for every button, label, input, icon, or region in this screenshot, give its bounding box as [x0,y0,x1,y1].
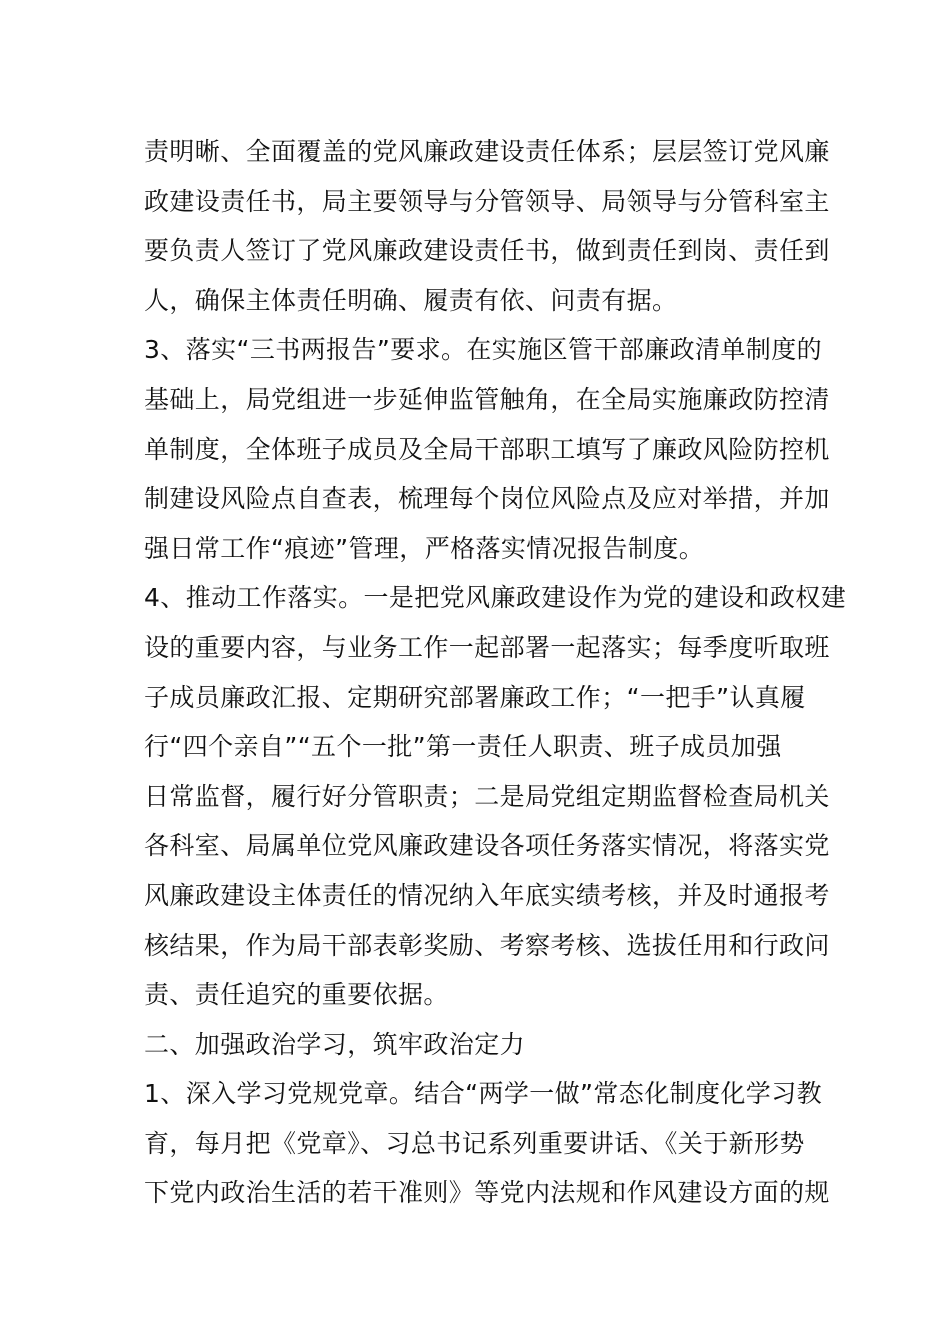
text-line: 核结果，作为局干部表彰奖励、考察考核、选拔任用和行政问 [144,930,830,960]
text-line: 要负责人签订了党风廉政建设责任书，做到责任到岗、责任到 [144,236,830,266]
text-line: 设的重要内容，与业务工作一起部署一起落实；每季度听取班 [144,632,830,662]
text-line: 单制度，全体班子成员及全局干部职工填写了廉政风险防控机 [144,434,830,464]
text-line: 3、落实“三书两报告”要求。在实施区管干部廉政清单制度的 [144,335,823,365]
text-line: 责、责任追究的重要依据。 [144,980,449,1010]
text-line: 强日常工作“痕迹”管理，严格落实情况报告制度。 [144,533,705,563]
body-text [144,127,847,1218]
text-line: 风廉政建设主体责任的情况纳入年底实绩考核，并及时通报考 [144,880,830,910]
text-line: 政建设责任书，局主要领导与分管领导、局领导与分管科室主 [144,186,830,216]
text-line: 子成员廉政汇报、定期研究部署廉政工作；“一把手”认真履 [144,682,806,712]
text-line: 各科室、局属单位党风廉政建设各项任务落实情况，将落实党 [144,831,830,861]
text-line: 育，每月把《党章》、习总书记系列重要讲话、《关于新形势 [144,1128,805,1158]
text-line: 基础上，局党组进一步延伸监管触角，在全局实施廉政防控清 [144,384,830,414]
text-line: 1、深入学习党规党章。结合“两学一做”常态化制度化学习教 [144,1079,823,1109]
text-line: 人，确保主体责任明确、履责有依、问责有据。 [144,285,678,315]
text-line: 下党内政治生活的若干准则》等党内法规和作风建设方面的规 [144,1178,830,1208]
text-line: 行“四个亲自”“五个一批”第一责任人职责、班子成员加强 [144,732,782,762]
section-heading: 二、加强政治学习，筑牢政治定力 [144,1029,526,1059]
text-line: 日常监督，履行好分管职责；二是局党组定期监督检查局机关 [144,781,830,811]
text-line: 4、推动工作落实。一是把党风廉政建设作为党的建设和政权建 [144,583,847,613]
text-line: 责明晰、全面覆盖的党风廉政建设责任体系；层层签订党风廉 [144,137,830,166]
text-line: 制建设风险点自查表，梳理每个岗位风险点及应对举措，并加 [144,484,830,514]
